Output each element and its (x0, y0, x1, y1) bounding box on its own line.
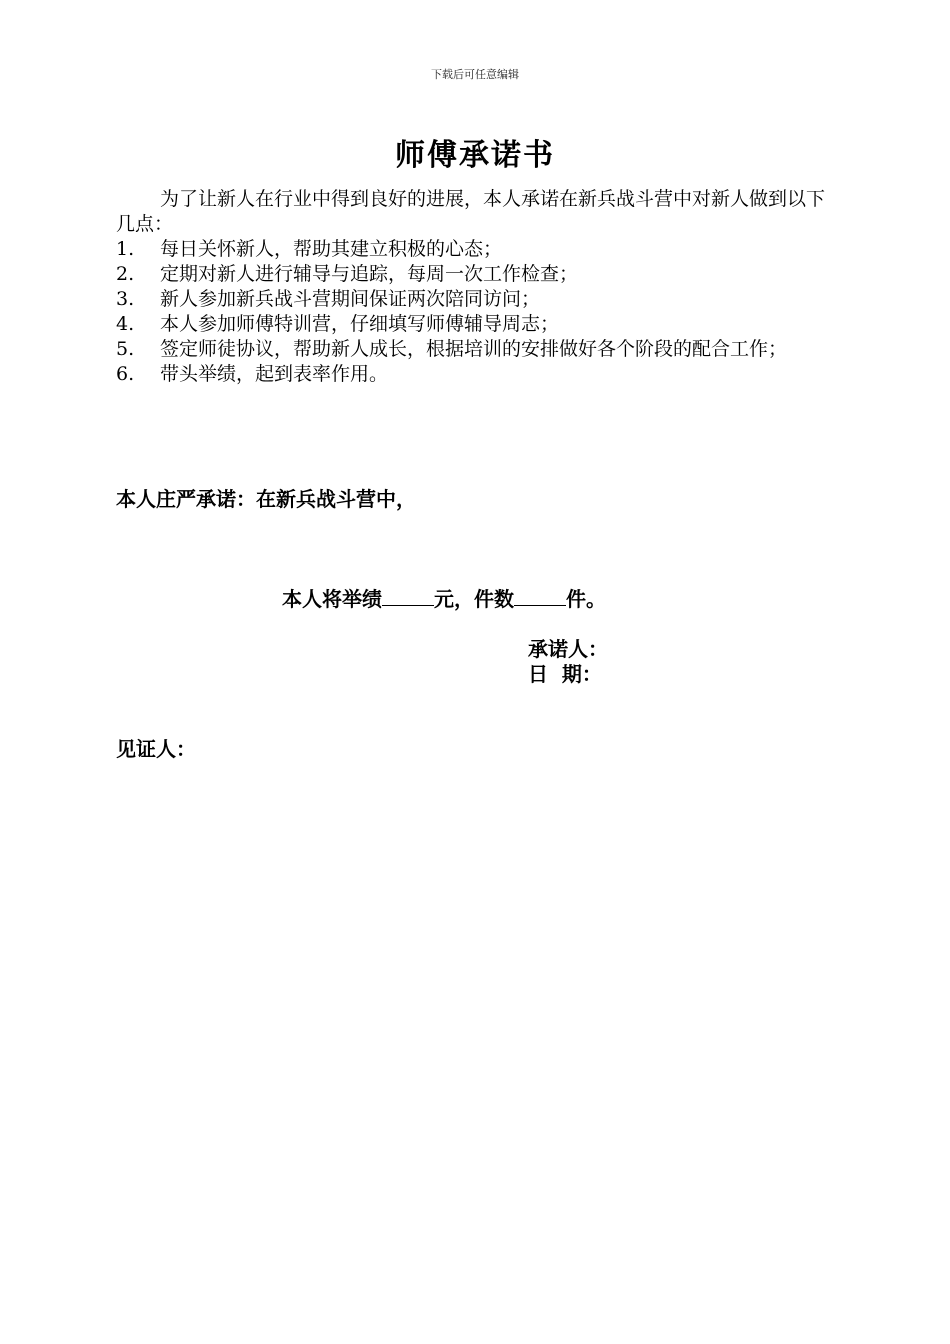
witness-label: 见证人： (116, 737, 196, 761)
list-item-text: 带头举绩，起到表率作用。 (160, 363, 389, 385)
amount-line (282, 586, 606, 612)
count-blank (514, 587, 566, 606)
date-label: 日 期： (528, 662, 602, 686)
list-item-number: 2. (116, 263, 135, 285)
list-item-number: 1. (116, 238, 135, 260)
list-item (116, 262, 826, 287)
amount-prefix: 本人将举绩 (282, 587, 382, 611)
list-item-text: 本人参加师傅特训营，仔细填写师傅辅导周志； (160, 313, 560, 335)
intro-paragraph: 为了让新人在行业中得到良好的进展，本人承诺在新兵战斗营中对新人做到以下几点： (116, 188, 826, 235)
pledge-statement: 本人庄严承诺：在新兵战斗营中， (116, 487, 416, 511)
list-item-number: 4. (116, 313, 135, 335)
list-item (116, 287, 826, 312)
list-item (116, 337, 826, 362)
list-item (116, 237, 826, 262)
commitment-list (116, 237, 826, 387)
list-item-number: 5. (116, 338, 135, 360)
list-item-text: 每日关怀新人，帮助其建立积极的心态； (160, 238, 503, 260)
amount-suffix: 件。 (566, 587, 606, 611)
document-title: 师傅承诺书 (395, 138, 555, 173)
list-item-text: 签定师徒协议，帮助新人成长，根据培训的安排做好各个阶段的配合工作； (160, 338, 788, 360)
header-note: 下载后可任意编辑 (431, 68, 519, 81)
list-item-number: 6. (116, 363, 135, 385)
amount-blank (382, 587, 434, 606)
amount-middle: 元，件数 (434, 587, 514, 611)
list-item (116, 312, 826, 337)
list-item-text: 定期对新人进行辅导与追踪，每周一次工作检查； (160, 263, 579, 285)
list-item-number: 3. (116, 288, 135, 310)
list-item-text: 新人参加新兵战斗营期间保证两次陪同访问； (160, 288, 541, 310)
list-item (116, 362, 826, 387)
promiser-label: 承诺人： (528, 637, 608, 661)
